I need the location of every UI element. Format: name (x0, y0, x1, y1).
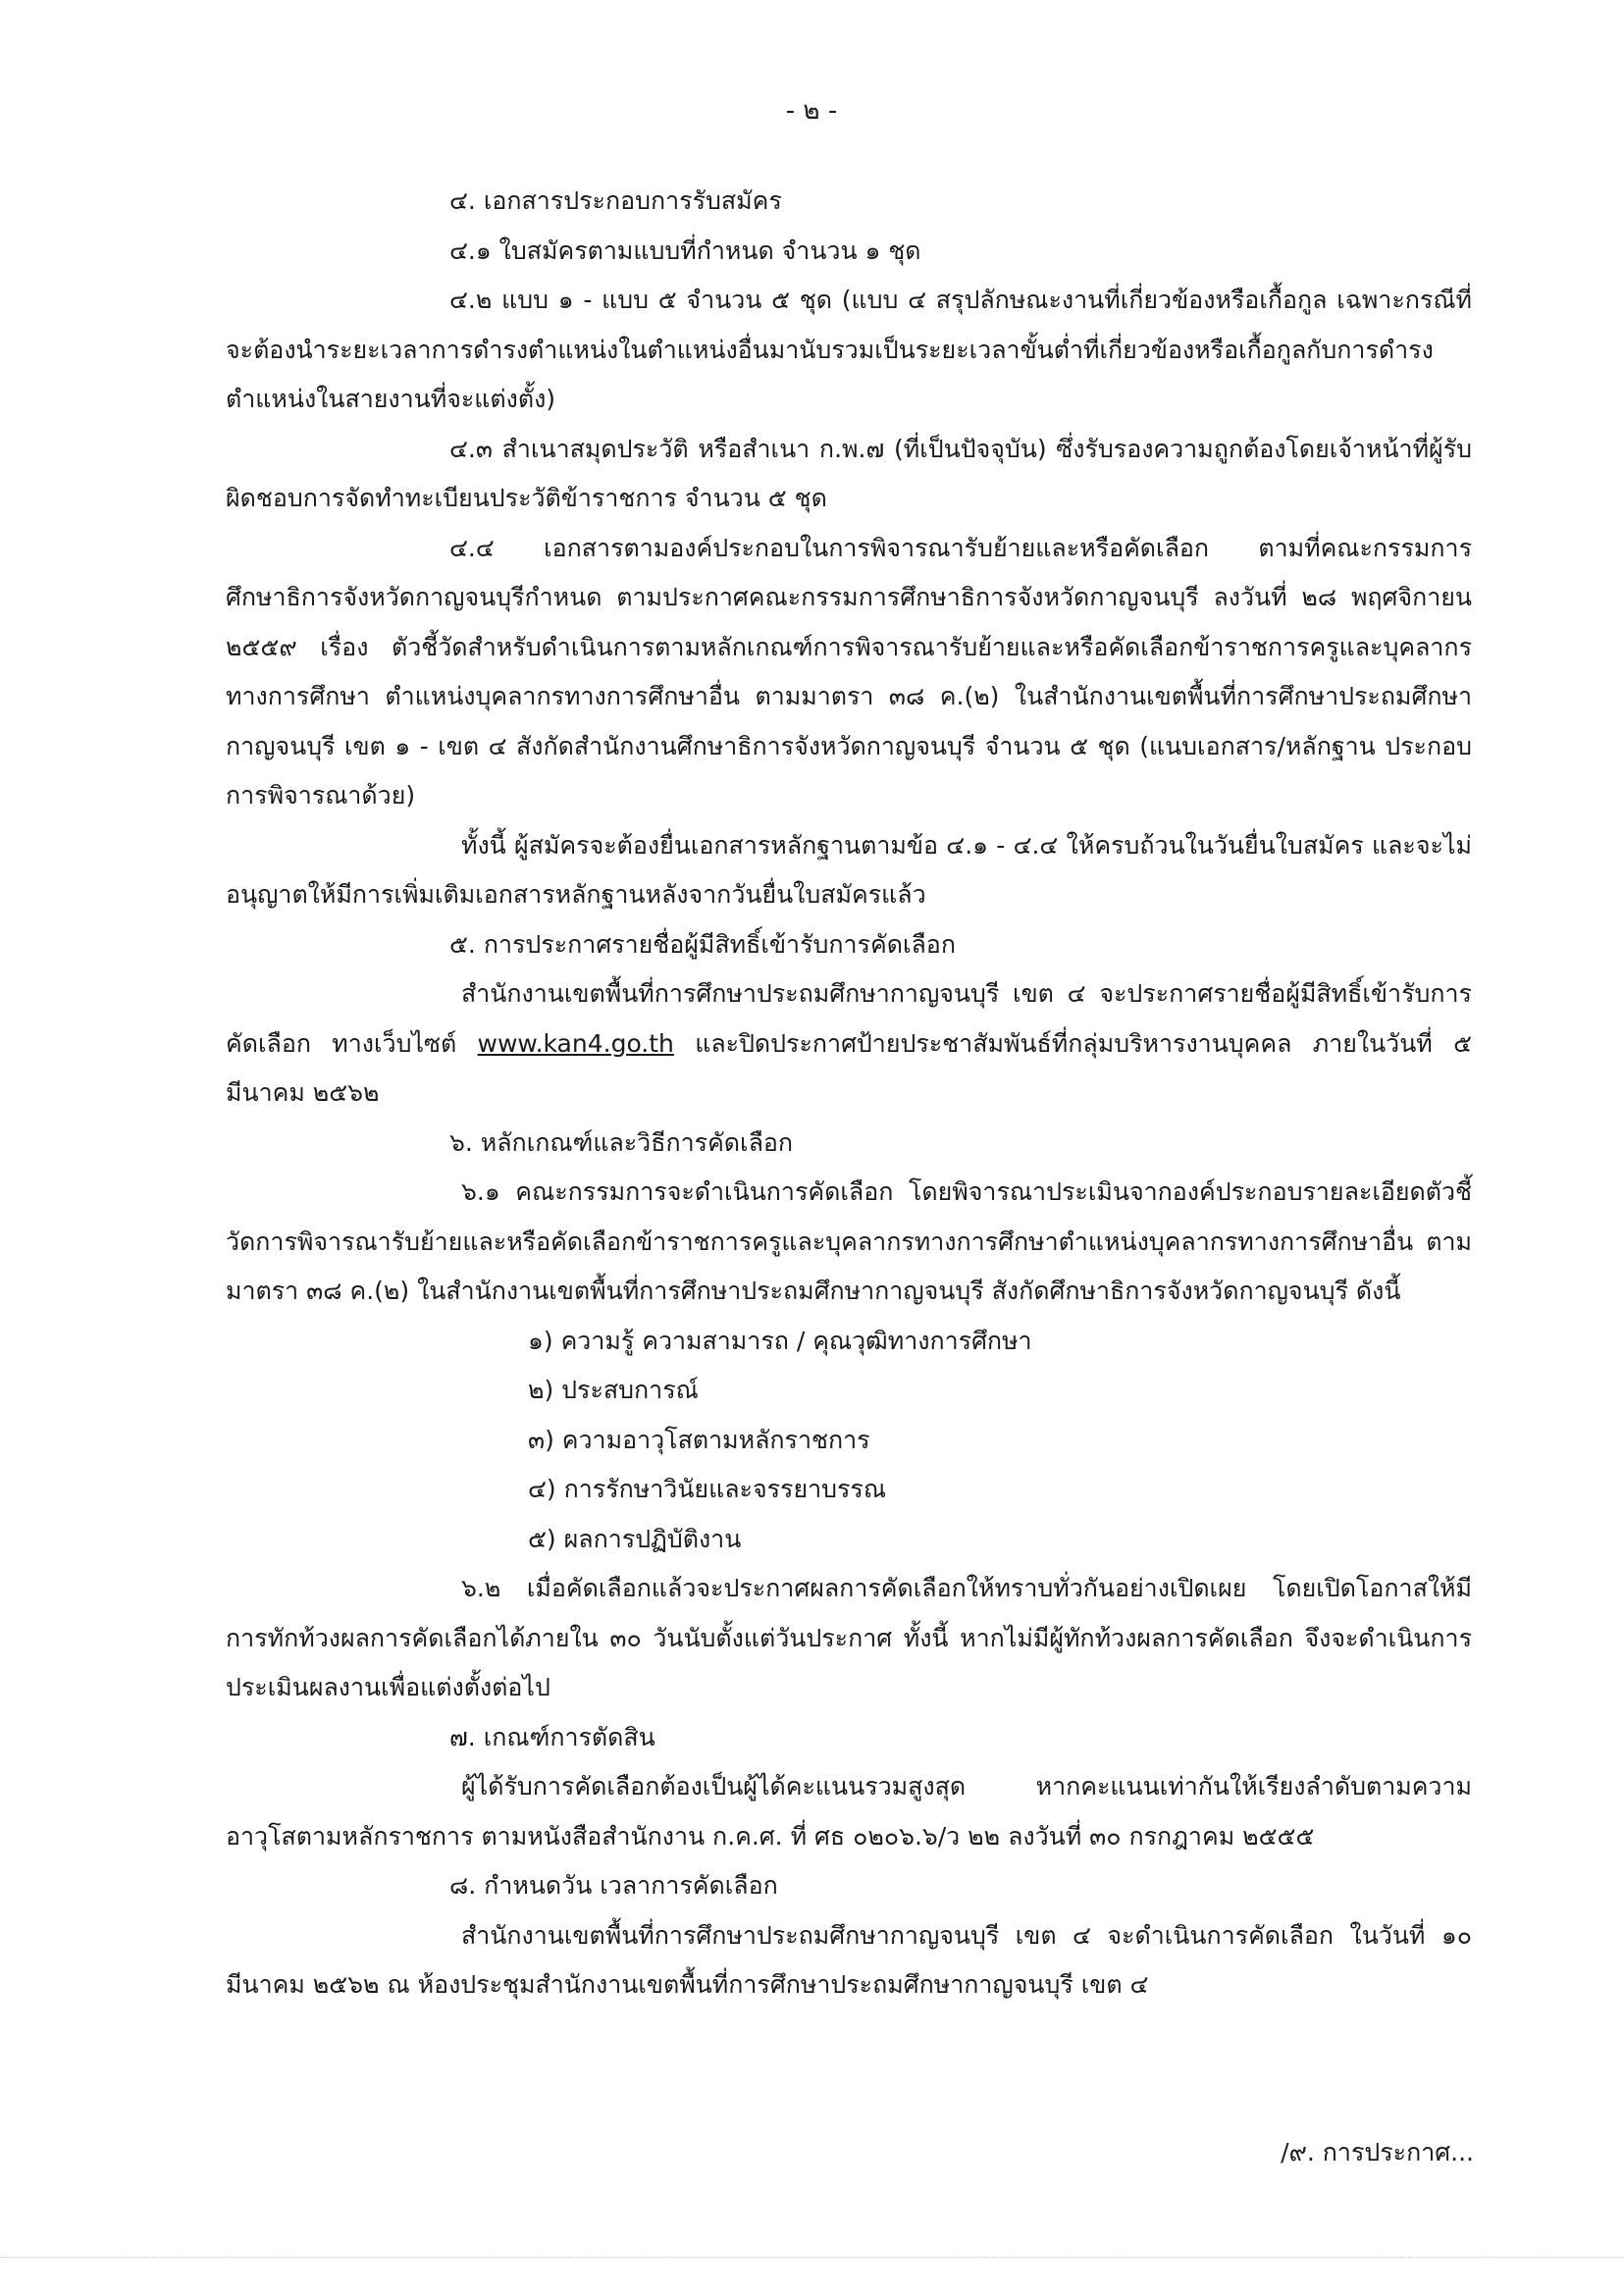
item-4-2: ๔.๒ แบบ ๑ - แบบ ๕ จำนวน ๕ ชุด (แบบ ๔ สรุปลักษณะงานที่เกี่ยวข้องหรือเกื้อกูล เฉพาะกรณีที่จะต้องนำระยะเวลาการดำรงตำแหน่งในตำแหน่งอื่นมานับรวมเป็นระยะเวลาขั้นต่ำที่เกี่ยวข้องหรือเกื้อกูลกับการดำรงตำแหน่งในสายงานที่จะแต่งตั้ง) (226, 286, 1472, 413)
item-6-1: ๖.๑ คณะกรรมการจะดำเนินการคัดเลือก โดยพิจารณาประเมินจากองค์ประกอบรายละเอียดตัวชี้วัดการพิจารณารับย้ายและหรือคัดเลือกข้าราชการครูและบุคลากรทางการศึกษาตำแหน่งบุคลากรทางการศึกษาอื่น ตามมาตรา ๓๘ ค.(๒) ในสำนักงานเขตพื้นที่การศึกษาประถมศึกษากาญจนบุรี สังกัดศึกษาธิการจังหวัดกาญจนบุรี ดังนี้ (226, 1177, 1472, 1305)
section-8-heading: ๘. กำหนดวัน เวลาการคัดเลือก (449, 1871, 778, 1900)
criteria-item: ๓) ความอาวุโสตามหลักราชการ (528, 1425, 870, 1454)
website-link[interactable]: www.kan4.go.th (477, 1028, 674, 1058)
section-5-text-before-link: สำนักงานเขตพื้นที่การศึกษาประถมศึกษากาญจนบุรี เขต ๔ จะประกาศรายชื่อผู้มีสิทธิ์เข้ารับการคัดเลือก ทางเว็บไซต์ (226, 979, 1472, 1058)
continuation-note: /๙. การประกาศ... (1281, 2138, 1474, 2166)
document-body (226, 177, 1472, 2010)
scan-edge-divider (0, 2257, 1623, 2258)
section-6-heading: ๖. หลักเกณฑ์และวิธีการคัดเลือก (449, 1127, 794, 1157)
section-4-heading: ๔. เอกสารประกอบการรับสมัคร (449, 186, 782, 215)
criteria-item: ๒) ประสบการณ์ (528, 1376, 699, 1404)
page-number: - ๒ - (785, 96, 838, 126)
item-4-3: ๔.๓ สำเนาสมุดประวัติ หรือสำเนา ก.พ.๗ (ที่เป็นปัจจุบัน) ซึ่งรับรองความถูกต้องโดยเจ้าหน้าที่ผู้รับผิดชอบการจัดทำทะเบียนประวัติข้าราชการ จำนวน ๕ ชุด (226, 434, 1472, 512)
section-5-text (226, 969, 1472, 1119)
item-6-2: ๖.๒ เมื่อคัดเลือกแล้วจะประกาศผลการคัดเลือกให้ทราบทั่วกันอย่างเปิดเผย โดยเปิดโอกาสให้มีการทักท้วงผลการคัดเลือกได้ภายใน ๓๐ วันนับตั้งแต่วันประกาศ ทั้งนี้ หากไม่มีผู้ทักท้วงผลการคัดเลือก จึงจะดำเนินการประเมินผลงานเพื่อแต่งตั้งต่อไป (226, 1574, 1472, 1701)
criteria-item: ๑) ความรู้ ความสามารถ / คุณวุฒิทางการศึกษา (528, 1326, 1032, 1355)
section-5-heading: ๕. การประกาศรายชื่อผู้มีสิทธิ์เข้ารับการคัดเลือก (449, 929, 956, 959)
section-8-text: สำนักงานเขตพื้นที่การศึกษาประถมศึกษากาญจนบุรี เขต ๔ จะดำเนินการคัดเลือก ในวันที่ ๑๐ มีนาคม ๒๕๖๒ ณ ห้องประชุมสำนักงานเขตพื้นที่การศึกษาประถมศึกษากาญจนบุรี เขต ๔ (226, 1920, 1472, 1999)
criteria-item: ๕) ผลการปฏิบัติงาน (528, 1524, 742, 1553)
section-5-text-after-link: และปิดประกาศป้ายประชาสัมพันธ์ที่กลุ่มบริหารงานบุคคล ภายในวันที่ ๕ มีนาคม ๒๕๖๒ (226, 1028, 1473, 1107)
item-4-1: ๔.๑ ใบสมัครตามแบบที่กำหนด จำนวน ๑ ชุด (449, 235, 921, 265)
section-7-text: ผู้ได้รับการคัดเลือกต้องเป็นผู้ได้คะแนนรวมสูงสุด หากคะแนนเท่ากันให้เรียงลำดับตามความอาวุโสตามหลักราชการ ตามหนังสือสำนักงาน ก.ค.ศ. ที่ ศธ ๐๒๐๖.๖/ว ๒๒ ลงวันที่ ๓๐ กรกฎาคม ๒๕๕๕ (226, 1772, 1472, 1851)
item-4-4: ๔.๔ เอกสารตามองค์ประกอบในการพิจารณารับย้ายและหรือคัดเลือก ตามที่คณะกรรมการศึกษาธิการจังหวัดกาญจนบุรีกำหนด ตามประกาศคณะกรรมการศึกษาธิการจังหวัดกาญจนบุรี ลงวันที่ ๒๘ พฤศจิกายน ๒๕๕๙ เรื่อง ตัวชี้วัดสำหรับดำเนินการตามหลักเกณฑ์การพิจารณารับย้ายและหรือคัดเลือกข้าราชการครูและบุคลากรทางการศึกษา ตำแหน่งบุคลากรทางการศึกษาอื่น ตามมาตรา ๓๘ ค.(๒) ในสำนักงานเขตพื้นที่การศึกษาประถมศึกษากาญจนบุรี เขต ๑ - เขต ๔ สังกัดสำนักงานศึกษาธิการจังหวัดกาญจนบุรี จำนวน ๕ ชุด (แนบเอกสาร/หลักฐาน ประกอบการพิจารณาด้วย) (226, 533, 1472, 809)
section-4-note: ทั้งนี้ ผู้สมัครจะต้องยื่นเอกสารหลักฐานตามข้อ ๔.๑ - ๔.๔ ให้ครบถ้วนในวันยื่นใบสมัคร และจะไม่อนุญาตให้มีการเพิ่มเติมเอกสารหลักฐานหลังจากวันยื่นใบสมัครแล้ว (226, 830, 1472, 909)
criteria-item: ๔) การรักษาวินัยและจรรยาบรรณ (528, 1475, 887, 1503)
section-7-heading: ๗. เกณฑ์การตัดสิน (449, 1722, 655, 1751)
